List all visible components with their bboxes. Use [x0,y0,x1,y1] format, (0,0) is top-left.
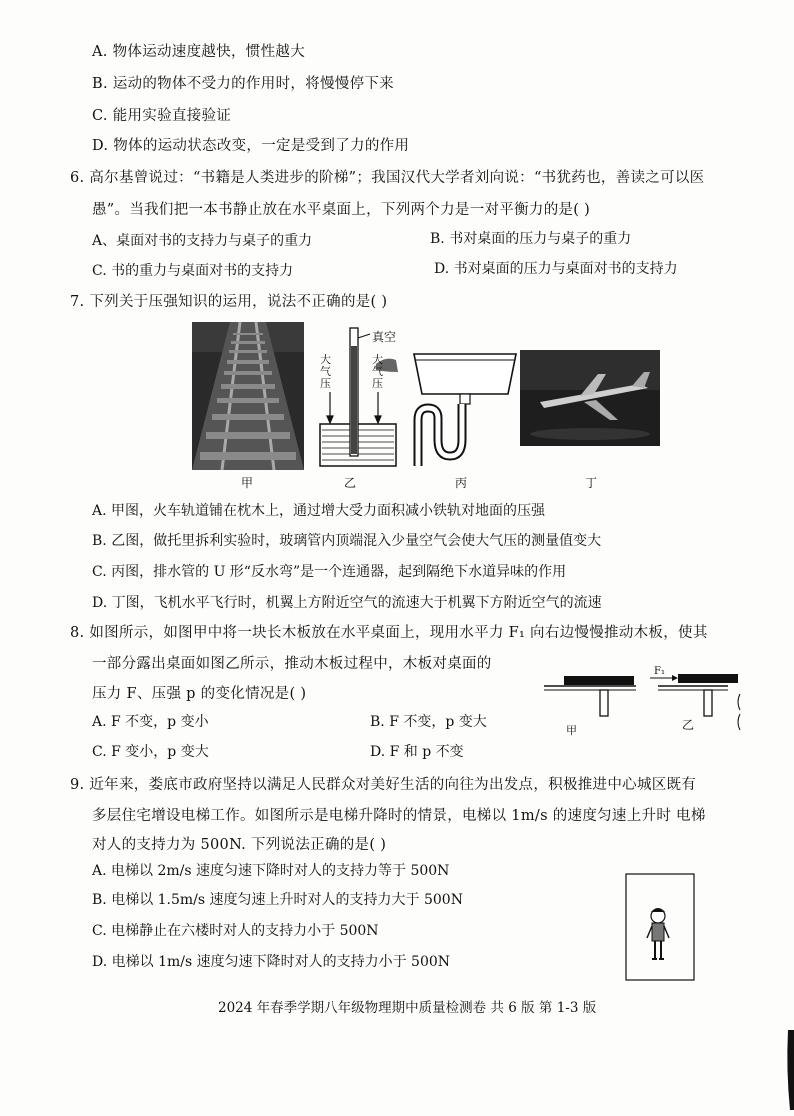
q9-stem-line1: 9. 近年来，娄底市政府坚持以满足人民群众对美好生活的向往为出发点，积极推进中心城区既有 [70,777,697,793]
q6-stem-line2: 愚”。当我们把一本书静止放在水平桌面上，下列两个力是一对平衡力的是( ) [92,202,591,218]
sink-u-trap-diagram [412,348,520,470]
q8-fig-label-yi: 乙 [682,718,695,732]
label-vacuum: 真空 [372,330,397,344]
q5-option-a: A. 物体运动速度越快，惯性越大 [92,44,305,60]
q8-fig-label-jia: 甲 [566,724,577,737]
railway-track-image [192,322,304,470]
q6-option-b: B. 书对桌面的压力与桌子的重力 [430,231,632,247]
airplane-image [520,350,660,446]
q9-option-a: A. 电梯以 2m/s 速度匀速下降时对人的支持力等于 500N [92,863,450,879]
q7-option-d: D. 丁图，飞机水平飞行时，机翼上方附近空气的流速大于机翼下方附近空气的流速 [92,595,602,611]
q8-option-a: A. F 不变，p 变小 [92,714,209,730]
q7-stem: 7. 下列关于压强知识的运用，说法不正确的是( ) [70,294,388,310]
q5-option-d: D. 物体的运动状态改变，一定是受到了力的作用 [92,138,410,154]
label-atm-right: 大气压 [372,353,383,390]
scan-edge-mark [784,1030,794,1110]
q6-stem-line1: 6. 高尔基曾说过：“书籍是人类进步的阶梯”；我国汉代大学者刘向说：“书犹药也，善读之可以医 [70,170,705,186]
q9-stem-line2: 多层住宅增设电梯工作。如图所示是电梯升降时的情景，电梯以 1m/s 的速度匀速上升时 电梯 [92,808,706,824]
q8-option-d: D. F 和 p 不变 [370,744,464,760]
caption-ding: 丁 [585,476,598,490]
q6-option-a: A、桌面对书的支持力与桌子的重力 [92,233,313,249]
q8-stem-line3: 压力 F、压强 p 的变化情况是( ) [92,686,307,702]
q6-option-d: D. 书对桌面的压力与桌面对书的支持力 [434,261,678,277]
q8-option-b: B. F 不变，p 变大 [370,714,487,730]
q7-option-b: B. 乙图，做托里拆利实验时，玻璃管内顶端混入少量空气会使大气压的测量值变大 [92,533,602,549]
caption-yi: 乙 [344,476,357,490]
q9-stem-line3: 对人的支持力为 500N. 下列说法正确的是( ) [92,837,387,853]
q8-option-c: C. F 变小，p 变大 [92,744,209,760]
q7-option-a: A. 甲图，火车轨道铺在枕木上，通过增大受力面积减小铁轨对地面的压强 [92,503,546,519]
q9-option-d: D. 电梯以 1m/s 速度匀速下降时对人的支持力小于 500N [92,954,451,970]
q8-stem-line1: 8. 如图所示，如图甲中将一块长木板放在水平桌面上，现用水平力 F₁ 向右边慢慢推动木板，使其 [70,625,708,641]
q6-option-c: C. 书的重力与桌面对书的支持力 [92,263,294,279]
q8-force-label: F₁ [654,666,665,677]
q9-option-c: C. 电梯静止在六楼时对人的支持力小于 500N [92,923,379,939]
caption-bing: 丙 [455,476,468,490]
q7-option-c: C. 丙图，排水管的 U 形“反水弯”是一个连通器，起到隔绝下水道异味的作用 [92,564,567,580]
q8-stem-line2: 一部分露出桌面如图乙所示，推动木板过程中，木板对桌面的 [92,656,492,672]
q5-option-c: C. 能用实验直接验证 [92,108,232,124]
q9-option-b: B. 电梯以 1.5m/s 速度匀速上升时对人的支持力大于 500N [92,892,463,908]
q5-option-b: B. 运动的物体不受力的作用时，将慢慢停下来 [92,76,394,92]
caption-jia: 甲 [241,476,254,490]
label-atm-left: 大气压 [320,353,331,390]
page-footer: 2024 年春季学期八年级物理期中质量检测卷 共 6 版 第 1-3 版 [218,1000,597,1016]
elevator-person-diagram [624,872,698,984]
